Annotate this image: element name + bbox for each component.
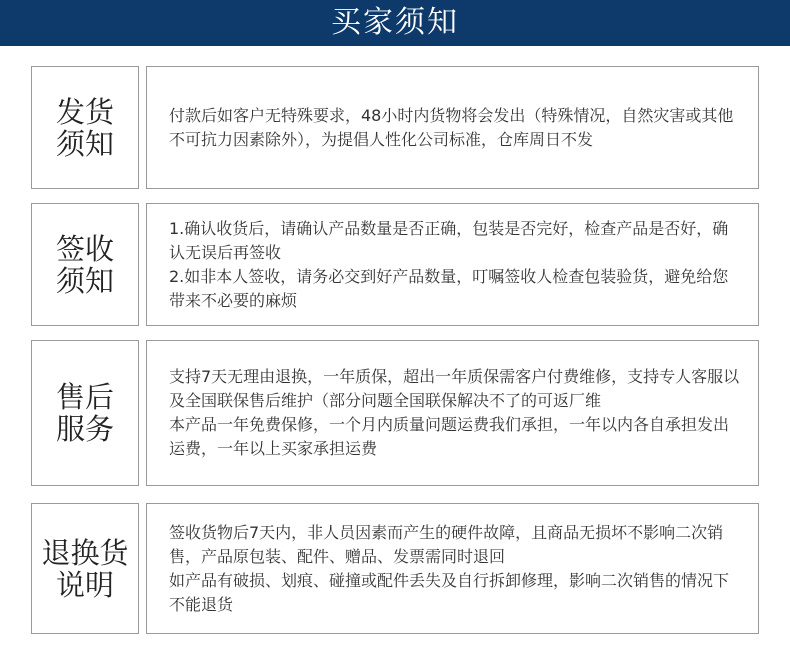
section-label-box xyxy=(31,340,139,486)
section-content-box xyxy=(146,340,759,486)
section-label: 售后 服务 xyxy=(55,380,114,446)
section-paragraph: 支持7天无理由退换，一年质保，超出一年质保需客户付费维修，支持专人客服以及全国联保售后维护（部分问题全国联保解决不了的可返厂维 xyxy=(169,367,740,410)
section-paragraph: 2.如非本人签收，请务必交到好产品数量，叮嘱签收人检查包装验货，避免给您带来不必要的麻烦 xyxy=(169,266,729,310)
page-title: 买家须知 xyxy=(331,5,459,40)
section-paragraph: 签收货物后7天内，非人员因素而产生的硬件故障，且商品无损坏不影响二次销售，产品原包装、配件、赠品、发票需同时退回 xyxy=(169,522,724,566)
section-paragraph: 1.确认收货后，请确认产品数量是否正确，包装是否完好，检查产品是否好，确认无误后再签收 xyxy=(169,218,729,262)
section-label: 签收 须知 xyxy=(55,231,114,298)
section-label-box xyxy=(31,203,139,326)
section-content-box xyxy=(146,66,759,189)
section-paragraph: 付款后如客户无特殊要求，48小时内货物将会发出（特殊情况，自然灾害或其他不可抗力因素除外），为提倡人性化公司标准，仓库周日不发 xyxy=(169,105,734,149)
section-paragraph: 本产品一年免费保修，一个月内质量问题运费我们承担，一年以内各自承担发出运费，一年以上买家承担运费 xyxy=(169,415,730,458)
section-label-box xyxy=(31,503,139,634)
section-label: 退换货 说明 xyxy=(41,535,129,602)
section-content-box xyxy=(146,203,759,326)
header-banner xyxy=(0,0,790,46)
section-paragraph: 如产品有破损、划痕、碰撞或配件丢失及自行拆卸修理，影响二次销售的情况下不能退货 xyxy=(169,570,730,614)
section-content-box xyxy=(146,503,759,634)
section-label-box xyxy=(31,66,139,189)
section-label: 发货 须知 xyxy=(55,94,114,161)
